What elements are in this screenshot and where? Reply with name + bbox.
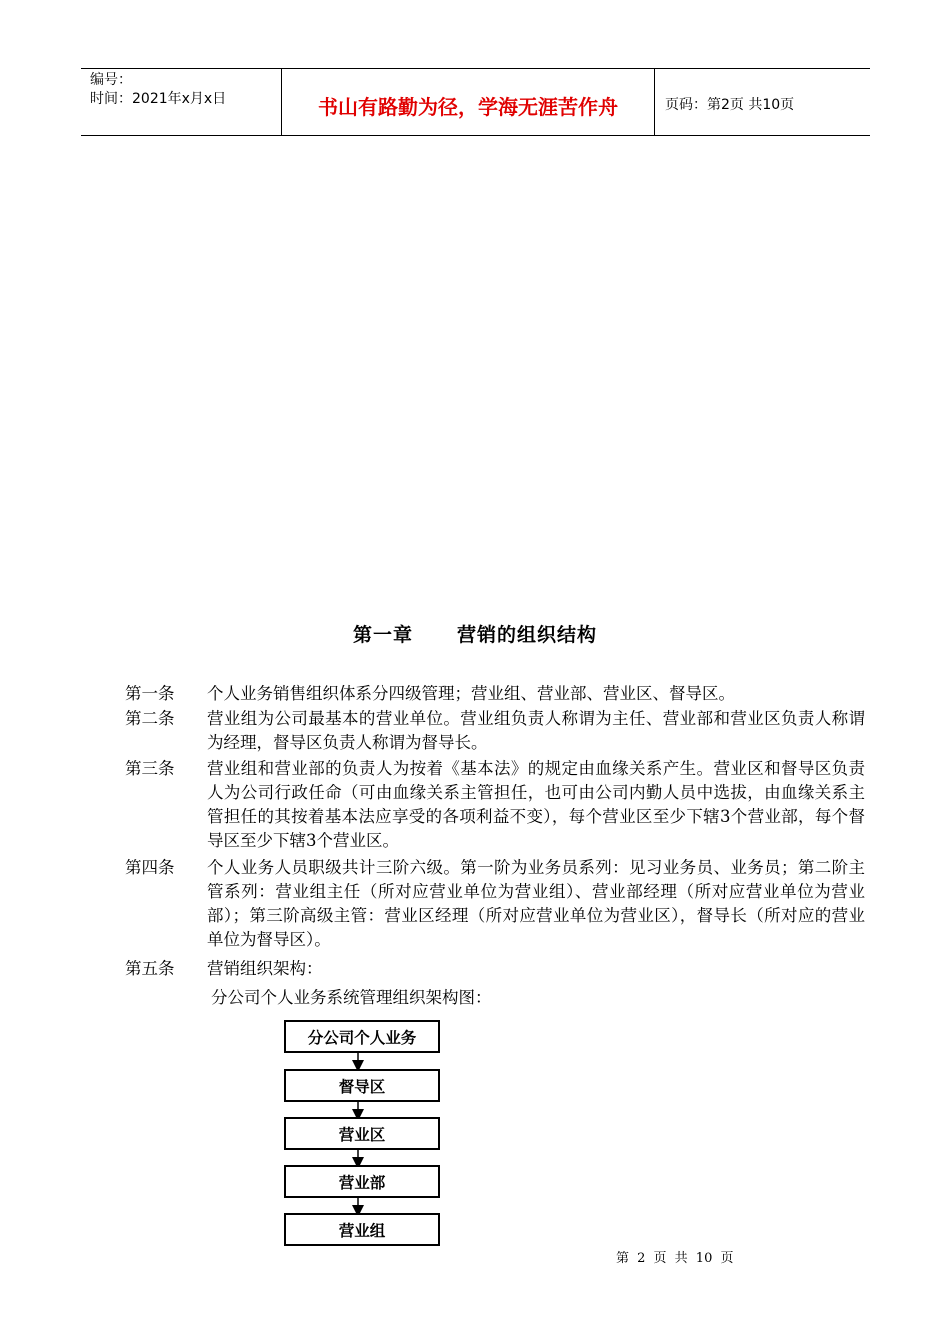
page-footer: 第 2 页 共 10 页 — [616, 1251, 734, 1266]
org-node-branch-personal-business: 分公司个人业务 — [284, 1020, 440, 1053]
article-label: 第三条 — [125, 759, 175, 778]
org-node-sales-group: 营业组 — [284, 1213, 440, 1246]
article-label: 第四条 — [125, 858, 175, 877]
header-page-info: 页码：第2页 共10页 — [665, 97, 795, 113]
document-number-label: 编号： — [90, 72, 132, 88]
article-label: 第一条 — [125, 684, 175, 703]
org-chart-caption: 分公司个人业务系统管理组织架构图： — [211, 988, 492, 1007]
org-node-supervision-district: 督导区 — [284, 1069, 440, 1102]
article-text: 营销组织架构： — [207, 959, 323, 978]
chapter-name: 营销的组织结构 — [457, 624, 598, 646]
article-label: 第五条 — [125, 959, 175, 978]
org-node-sales-district: 营业区 — [284, 1117, 440, 1150]
org-node-sales-department: 营业部 — [284, 1165, 440, 1198]
article-text: 个人业务人员职级共计三阶六级。第一阶为业务员系列：见习业务员、业务员；第二阶主管系列：营业组主任（所对应营业单位为营业组）、营业部经理（所对应营业单位为营业部）；第三阶高级主管：营业区经理（所对应营业单位为营业区），督导长（所对应的营业单位为督导区）。 — [207, 858, 865, 949]
document-time-label: 时间：2021年x月x日 — [90, 91, 227, 107]
header-motto: 书山有路勤为径，学海无涯苦作舟 — [282, 69, 655, 135]
article-text: 个人业务销售组织体系分四级管理；营业组、营业部、营业区、督导区。 — [207, 684, 735, 703]
article-text: 营业组为公司最基本的营业单位。营业组负责人称谓为主任、营业部和营业区负责人称谓为经理，督导区负责人称谓为督导长。 — [207, 709, 865, 752]
chapter-number: 第一章 — [352, 624, 413, 646]
article-label: 第二条 — [125, 709, 175, 728]
article-text: 营业组和营业部的负责人为按着《基本法》的规定由血缘关系产生。营业区和督导区负责人为公司行政任命（可由血缘关系主管担任，也可由公司内勤人员中选拔，由血缘关系主管担任的其按着基本法应享受的各项利益不变），每个营业区至少下辖3个营业部，每个督导区至少下辖3个营业区。 — [207, 759, 865, 850]
